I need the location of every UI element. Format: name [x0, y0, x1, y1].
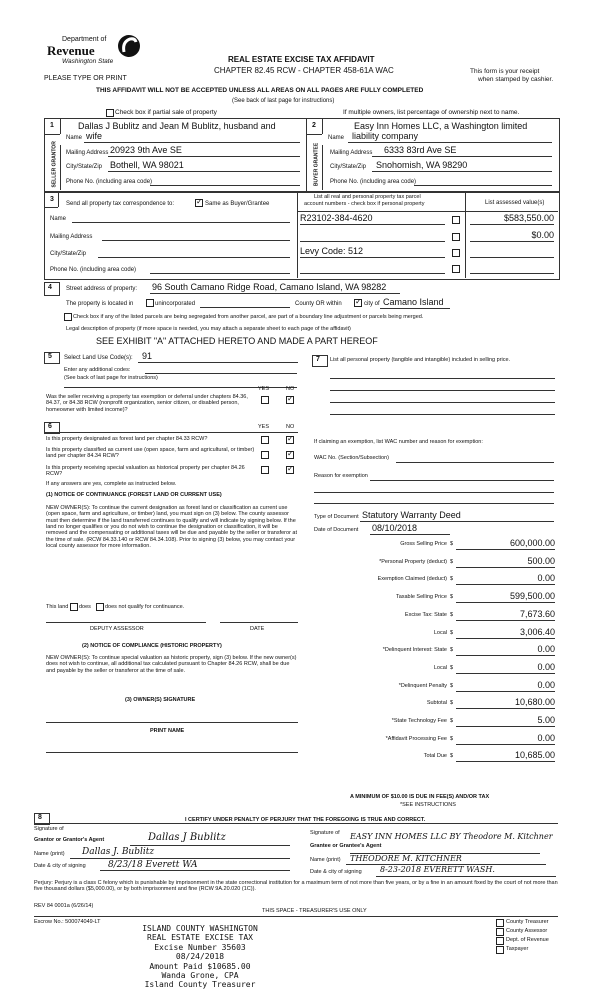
- exhibit-text[interactable]: SEE EXHIBIT "A" ATTACHED HERETO AND MADE A PART HEREOF: [96, 336, 378, 346]
- s6-q1-yes-checkbox[interactable]: [261, 436, 269, 444]
- parcel-personal-checkbox-4[interactable]: [452, 265, 460, 273]
- s6-q2-yes-checkbox[interactable]: [261, 451, 269, 459]
- assessed-value-1[interactable]: $583,550.00: [503, 213, 554, 223]
- parcel-personal-checkbox-2[interactable]: [452, 233, 460, 241]
- treasurer-stamp: [100, 924, 300, 990]
- calc-row-dollar: $: [450, 629, 454, 636]
- calc-row-line: [456, 673, 555, 674]
- reason-label: Reason for exemption: [314, 473, 368, 479]
- calc-row-label: Taxable Selling Price: [395, 594, 447, 601]
- calc-row-label: Gross Selling Price: [400, 541, 447, 547]
- calc-row-line: [456, 549, 555, 550]
- does-not-label: does not qualify for continuance.: [105, 604, 185, 610]
- this-land-label: This land: [46, 604, 69, 610]
- receipt-line2: when stamped by cashier.: [478, 76, 554, 83]
- doc-type[interactable]: Statutory Warranty Deed: [362, 510, 461, 520]
- buyer-address-label: Mailing Address: [330, 150, 373, 156]
- s6-q3-yes-checkbox[interactable]: [261, 466, 269, 474]
- additional-codes-see: (See back of last page for instructions): [64, 375, 158, 381]
- calc-row-label: *Personal Property (deduct): [379, 558, 447, 565]
- grantee-signature[interactable]: EASY INN HOMES LLC BY Theodore M. Kitchner: [350, 832, 553, 841]
- calc-row-value[interactable]: 0.00: [537, 732, 555, 743]
- calc-row-label: Local: [433, 629, 447, 636]
- notice-2-body: NEW OWNER(S): To continue special valuation as historic property, sign (3) below. If the new owner(s) does not wish to continue, all additional tax calculated pursuant to Chapter 84.26 RCW, shall be due and payable by the seller or transferor at the time of sale.: [46, 655, 297, 674]
- form-title: REAL ESTATE EXCISE TAX AFFIDAVIT: [228, 55, 375, 64]
- levy-code[interactable]: Levy Code: 512: [300, 246, 364, 256]
- treasurer-use-label: THIS SPACE - TREASURER'S USE ONLY: [262, 908, 367, 914]
- seller-address[interactable]: 20923 9th Ave SE: [110, 145, 182, 155]
- grantee-print-name[interactable]: THEODORE M. KITCHNER: [350, 854, 462, 863]
- s5-yes-checkbox[interactable]: [261, 396, 269, 404]
- grantee-date-city[interactable]: 8-23-2018 EVERETT WASH.: [380, 865, 495, 874]
- unincorporated-checkbox[interactable]: [146, 299, 154, 307]
- logo-dept: Department of: [62, 36, 107, 43]
- calc-row-dollar: $: [450, 718, 454, 724]
- street-label: Street address of property:: [66, 286, 138, 292]
- calc-row-dollar: $: [450, 682, 454, 689]
- calc-row: [300, 750, 555, 764]
- grantee-sig-of: Signature of: [310, 830, 340, 836]
- calc-row-line: [456, 726, 555, 727]
- grantee-date-label: Date & city of signing: [310, 869, 362, 875]
- grantor-print-name[interactable]: Dallas J. Bublitz: [82, 847, 155, 857]
- section-4-number: 4: [48, 284, 52, 291]
- wac-label: WAC No. (Section/Subsection): [314, 455, 389, 461]
- calc-row-value[interactable]: 0.00: [537, 661, 555, 672]
- s3-city-label: City/State/Zip: [50, 251, 87, 257]
- perjury-warning: Perjury: Perjury is a class C felony which is punishable by imprisonment in the state correctional institution for a maximum term of not more than five years, or by a fine in an amount fixed by the court of not more than five thousand dollars ($5,000.00), or by both imprisonment and fine (RCW 9A.20.020 (1C)).: [34, 880, 558, 893]
- calc-row-value[interactable]: 500.00: [527, 555, 555, 566]
- calc-row-value[interactable]: 0.00: [537, 679, 555, 690]
- logo-state: Washington State: [62, 58, 114, 65]
- calc-row-line: [456, 567, 555, 568]
- buyer-address[interactable]: 6333 83rd Ave SE: [384, 145, 457, 155]
- seller-address-label: Mailing Address: [66, 150, 109, 156]
- grantor-sig-of: Signature of: [34, 826, 64, 832]
- calc-row-dollar: $: [450, 594, 454, 601]
- notice-1-body: NEW OWNER(S): To continue the current designation as forest land or classification as current use (open space, farm and agriculture, or timber) land, you must sign on (3) below. The county assessor must then determine if the land transferred continues to qualify and will indicate by signing below. If the land no longer qualifies or you do not wish to continue the designation or classification, it will be removed and the compensating or additional taxes will be due and payable by the seller or transferor at the time of sale. (RCW 84.33.140 or RCW 84.34.108). Prior to signing (3) below, you may contact your local county assessor for more information.: [46, 505, 298, 549]
- calc-row-line: [456, 584, 555, 585]
- stamp-line: ISLAND COUNTY WASHINGTON: [142, 924, 258, 933]
- same-as-buyer-label: Same as Buyer/Grantee: [205, 201, 270, 207]
- notice-1-title: (1) NOTICE OF CONTINUANCE (FOREST LAND OR CURRENT USE): [46, 492, 222, 498]
- calc-row-label: Local: [433, 664, 447, 671]
- copy-county-treasurer-checkbox[interactable]: [496, 919, 504, 927]
- copy-taxpayer-checkbox[interactable]: [496, 946, 504, 954]
- calc-row-line: [456, 708, 555, 709]
- doc-date-label: Date of Document: [314, 527, 359, 533]
- street-address[interactable]: 96 South Camano Ridge Road, Camano Island, WA 98282: [152, 282, 387, 292]
- seller-city-label: City/State/Zip: [66, 164, 103, 170]
- calc-row-label: *State Technology Fee: [391, 718, 447, 724]
- seller-side-label: SELLER GRANTOR: [51, 141, 58, 188]
- s6-q1: Is this property designated as forest land per chapter 84.33 RCW?: [46, 436, 208, 442]
- county-or-within: County OR within: [295, 301, 342, 307]
- send-correspondence: Send all property tax correspondence to:: [66, 201, 175, 207]
- stamp-line: Island County Treasurer: [144, 980, 256, 990]
- calc-row-value[interactable]: 0.00: [537, 573, 555, 584]
- s5-no-checkbox[interactable]: [286, 396, 294, 404]
- buyer-name-label: Name: [328, 135, 345, 141]
- s6-yes-label: YES: [258, 424, 270, 430]
- calc-row-line: [456, 761, 555, 762]
- calc-row: [300, 556, 555, 570]
- s5-question: Was the seller receiving a property tax exemption or deferral under chapters 84.36, 84.37, or 84.38 RCW (nonprofit organization, senior citizen, or disabled person, homeowner with limited income)?: [46, 394, 248, 413]
- grantor-date-city[interactable]: 8/23/18 Everett WA: [108, 860, 198, 870]
- calc-row-label: Excise Tax: State: [404, 611, 447, 618]
- s6-q1-no-checkbox[interactable]: [286, 436, 294, 444]
- s6-q2: Is this property classified as current use (open space, farm and agricultural, or timber) land per chapter 84.34 RCW?: [46, 447, 255, 460]
- city-of-checkbox[interactable]: [354, 299, 362, 307]
- segregated-label: Check box if any of the listed parcels are being segregated from another parcel, are part of a boundary line adjustment or parcels being merged.: [73, 314, 424, 320]
- calc-row-label: *Affidavit Processing Fee: [385, 735, 447, 742]
- buyer-side-label: BUYER GRANTEE: [313, 142, 320, 187]
- dor-swirl-icon: [116, 32, 142, 60]
- buyer-city-label: City/State/Zip: [330, 164, 367, 170]
- calc-row-dollar: $: [450, 664, 454, 671]
- calc-row-dollar: $: [450, 753, 454, 760]
- calc-row-dollar: $: [450, 576, 454, 583]
- calc-row-line: [456, 744, 555, 745]
- calc-row: [300, 609, 555, 623]
- stamp-line: REAL ESTATE EXCISE TAX: [147, 933, 253, 943]
- form-chapter: CHAPTER 82.45 RCW - CHAPTER 458-61A WAC: [214, 66, 394, 75]
- calc-row-value[interactable]: 3,006.40: [519, 626, 555, 637]
- calc-row-label: Exemption Claimed (deduct): [377, 576, 447, 583]
- minimum-due: A MINIMUM OF $10.00 IS DUE IN FEE(S) AND/OR TAX: [350, 794, 490, 800]
- calc-row-value[interactable]: 600,000.00: [509, 538, 555, 548]
- legal-description-label: Legal description of property (if more space is needed, you may attach a separate sheet to each page of the affidavit): [66, 326, 351, 332]
- seller-phone-label: Phone No. (including area code): [66, 179, 153, 185]
- does-checkbox[interactable]: [70, 603, 78, 611]
- calc-row-label: *Delinquent Penalty: [398, 682, 447, 689]
- tax-calculation: [300, 538, 555, 768]
- calc-row-value[interactable]: 10,680.00: [514, 697, 555, 708]
- copy-label: Taxpayer: [506, 946, 529, 952]
- logo-revenue: Revenue: [47, 43, 95, 58]
- buyer-name-2[interactable]: liability company: [352, 131, 419, 141]
- section-2-number: 2: [312, 122, 316, 129]
- calc-row-dollar: $: [450, 735, 454, 742]
- parcel-header-2: account numbers - check box if personal property: [304, 201, 425, 207]
- s5-yes-label: YES: [258, 386, 270, 392]
- parcel-number[interactable]: R23102-384-4620: [300, 213, 373, 223]
- see-instructions-star: *SEE INSTRUCTIONS: [400, 802, 456, 808]
- calc-row: [300, 573, 555, 587]
- personal-property-label: List all personal property (tangible and intangible) included in selling price.: [330, 357, 511, 363]
- please-type: PLEASE TYPE OR PRINT: [44, 75, 127, 82]
- assessed-value-2[interactable]: $0.00: [531, 230, 554, 240]
- copy-dor-checkbox[interactable]: [496, 937, 504, 945]
- assessed-header: List assessed value(s): [485, 200, 545, 206]
- parcel-personal-checkbox-3[interactable]: [452, 249, 460, 257]
- s6-q2-no-checkbox[interactable]: [286, 451, 294, 459]
- calc-row-line: [456, 638, 555, 639]
- section-7-number-box: [312, 355, 328, 367]
- seller-name-label: Name: [66, 135, 83, 141]
- seller-name-2[interactable]: wife: [86, 131, 103, 141]
- buyer-city[interactable]: Snohomish, WA 98290: [376, 160, 468, 170]
- calc-row-label: Total Due: [423, 753, 447, 760]
- section-7-number: 7: [316, 356, 320, 363]
- calc-row: [300, 538, 555, 552]
- copy-label: County Treasurer: [506, 919, 549, 925]
- section-1-number: 1: [50, 122, 54, 129]
- calc-row-line: [456, 655, 555, 656]
- city-of-label: city of: [364, 301, 380, 307]
- calc-row: [300, 697, 555, 711]
- section-6-number: 6: [48, 423, 52, 430]
- copy-county-assessor-checkbox[interactable]: [496, 928, 504, 936]
- land-use-code[interactable]: 91: [142, 351, 153, 361]
- parcel-personal-checkbox-1[interactable]: [452, 216, 460, 224]
- s6-answer-note: If any answers are yes, complete as instructed below.: [46, 481, 177, 487]
- notice-2-title: (2) NOTICE OF COMPLIANCE (HISTORIC PROPERTY): [82, 643, 222, 649]
- receipt-line1: This form is your receipt: [470, 68, 540, 75]
- does-not-checkbox[interactable]: [96, 603, 104, 611]
- segregated-checkbox[interactable]: [64, 313, 72, 321]
- same-as-buyer-checkbox[interactable]: [195, 199, 203, 207]
- doc-type-label: Type of Document: [314, 514, 359, 520]
- partial-sale-checkbox[interactable]: [106, 109, 114, 117]
- exemption-claim-label: If claiming an exemption, list WAC number and reason for exemption:: [314, 439, 483, 445]
- stamp-line: 08/24/2018: [175, 952, 225, 962]
- calc-row: [300, 627, 555, 641]
- s3-phone-label: Phone No. (including area code): [50, 267, 137, 273]
- dor-logo: [44, 34, 144, 74]
- calc-row-line: [456, 602, 555, 603]
- seller-city[interactable]: Bothell, WA 98021: [110, 160, 184, 170]
- section-8-number: 8: [38, 814, 42, 821]
- calc-row-dollar: $: [450, 647, 454, 654]
- stamp-line: Excise Number 35603: [154, 942, 246, 952]
- stamp-line: Wanda Grone, CPA: [161, 971, 239, 981]
- calc-row-line: [456, 620, 555, 621]
- additional-codes-label: Enter any additional codes:: [64, 367, 131, 373]
- city-name[interactable]: Camano Island: [383, 297, 444, 307]
- calc-row-line: [456, 691, 555, 692]
- partial-sale-label: Check box if partial sale of property: [115, 109, 217, 116]
- calc-row-value[interactable]: 10,685.00: [514, 750, 555, 761]
- calc-row: [300, 715, 555, 729]
- grantee-name-label: Name (print): [310, 857, 341, 863]
- s3-mailing-label: Mailing Address: [50, 234, 93, 240]
- calc-row: [300, 662, 555, 676]
- calc-row-label: *Delinquent Interest: State: [382, 647, 447, 654]
- multiple-owners-note: If multiple owners, list percentage of ownership next to name.: [343, 109, 520, 116]
- land-use-label: Select Land Use Code(s):: [64, 355, 133, 361]
- grantor-signature[interactable]: Dallas J Bublitz: [148, 832, 226, 843]
- calc-row: [300, 644, 555, 658]
- section-4-number-box: [44, 282, 60, 296]
- section-5-number-box: [44, 352, 60, 364]
- calc-row: [300, 733, 555, 747]
- calc-row-value[interactable]: 5.00: [537, 715, 555, 725]
- buyer-name-1[interactable]: Easy Inn Homes LLC, a Washington limited: [354, 121, 528, 131]
- parcel-header-1: List all real and personal property tax parcel: [314, 194, 421, 200]
- stamp-line: Amount Paid $10685.00: [149, 961, 251, 971]
- form-revision: REV 84 0001a (6/26/14): [34, 903, 94, 909]
- calc-row-dollar: $: [450, 700, 454, 707]
- s6-q3-no-checkbox[interactable]: [286, 466, 294, 474]
- escrow-number: Escrow No.: 500074049-LT: [34, 919, 101, 925]
- s5-no-label: NO: [286, 386, 295, 392]
- calc-row: [300, 591, 555, 605]
- grantee-agent-label: Grantee or Grantee's Agent: [310, 843, 382, 849]
- copy-label: County Assessor: [506, 928, 548, 934]
- calc-row-value[interactable]: 599,500.00: [509, 591, 555, 602]
- section-3-number: 3: [50, 196, 54, 203]
- grantor-date-label: Date & city of signing: [34, 863, 86, 869]
- calc-row-dollar: $: [450, 541, 454, 547]
- assessor-date-label: DATE: [250, 626, 265, 632]
- grantor-agent-label: Grantor or Grantor's Agent: [34, 837, 105, 843]
- print-name-label: PRINT NAME: [150, 728, 185, 734]
- owner-signature-label: (3) OWNER(S) SIGNATURE: [125, 697, 196, 703]
- calc-row-value[interactable]: 0.00: [537, 644, 555, 655]
- doc-date[interactable]: 08/10/2018: [372, 523, 418, 533]
- located-in: The property is located in: [66, 301, 134, 307]
- warning-text: THIS AFFIDAVIT WILL NOT BE ACCEPTED UNLESS ALL AREAS ON ALL PAGES ARE FULLY COMPLETED: [96, 87, 424, 94]
- s6-no-label: NO: [286, 424, 295, 430]
- grantor-name-label: Name (print): [34, 851, 65, 857]
- certify-text: I CERTIFY UNDER PENALTY OF PERJURY THAT THE FOREGOING IS TRUE AND CORRECT.: [185, 817, 426, 823]
- see-instructions: (See back of last page for instructions): [232, 98, 335, 104]
- calc-row-dollar: $: [450, 558, 454, 565]
- calc-row: [300, 680, 555, 694]
- s6-q3: Is this property receiving special valuation as historical property per chapter 84.26 RCW?: [46, 465, 245, 478]
- section-5-number: 5: [48, 353, 52, 360]
- unincorporated-label: unincorporated: [155, 301, 196, 307]
- calc-row-dollar: $: [450, 611, 454, 618]
- deputy-assessor-label: DEPUTY ASSESSOR: [90, 626, 144, 632]
- buyer-phone-label: Phone No. (including area code): [330, 179, 417, 185]
- calc-row-label: Subtotal: [426, 700, 447, 707]
- copy-label: Dept. of Revenue: [506, 937, 549, 943]
- calc-row-value[interactable]: 7,673.60: [519, 608, 555, 619]
- distribution-copies: [496, 918, 596, 954]
- seller-name-1[interactable]: Dallas J Bublitz and Jean M Bublitz, husband and: [78, 121, 276, 131]
- s3-name-label: Name: [50, 216, 67, 222]
- does-label: does: [79, 604, 91, 610]
